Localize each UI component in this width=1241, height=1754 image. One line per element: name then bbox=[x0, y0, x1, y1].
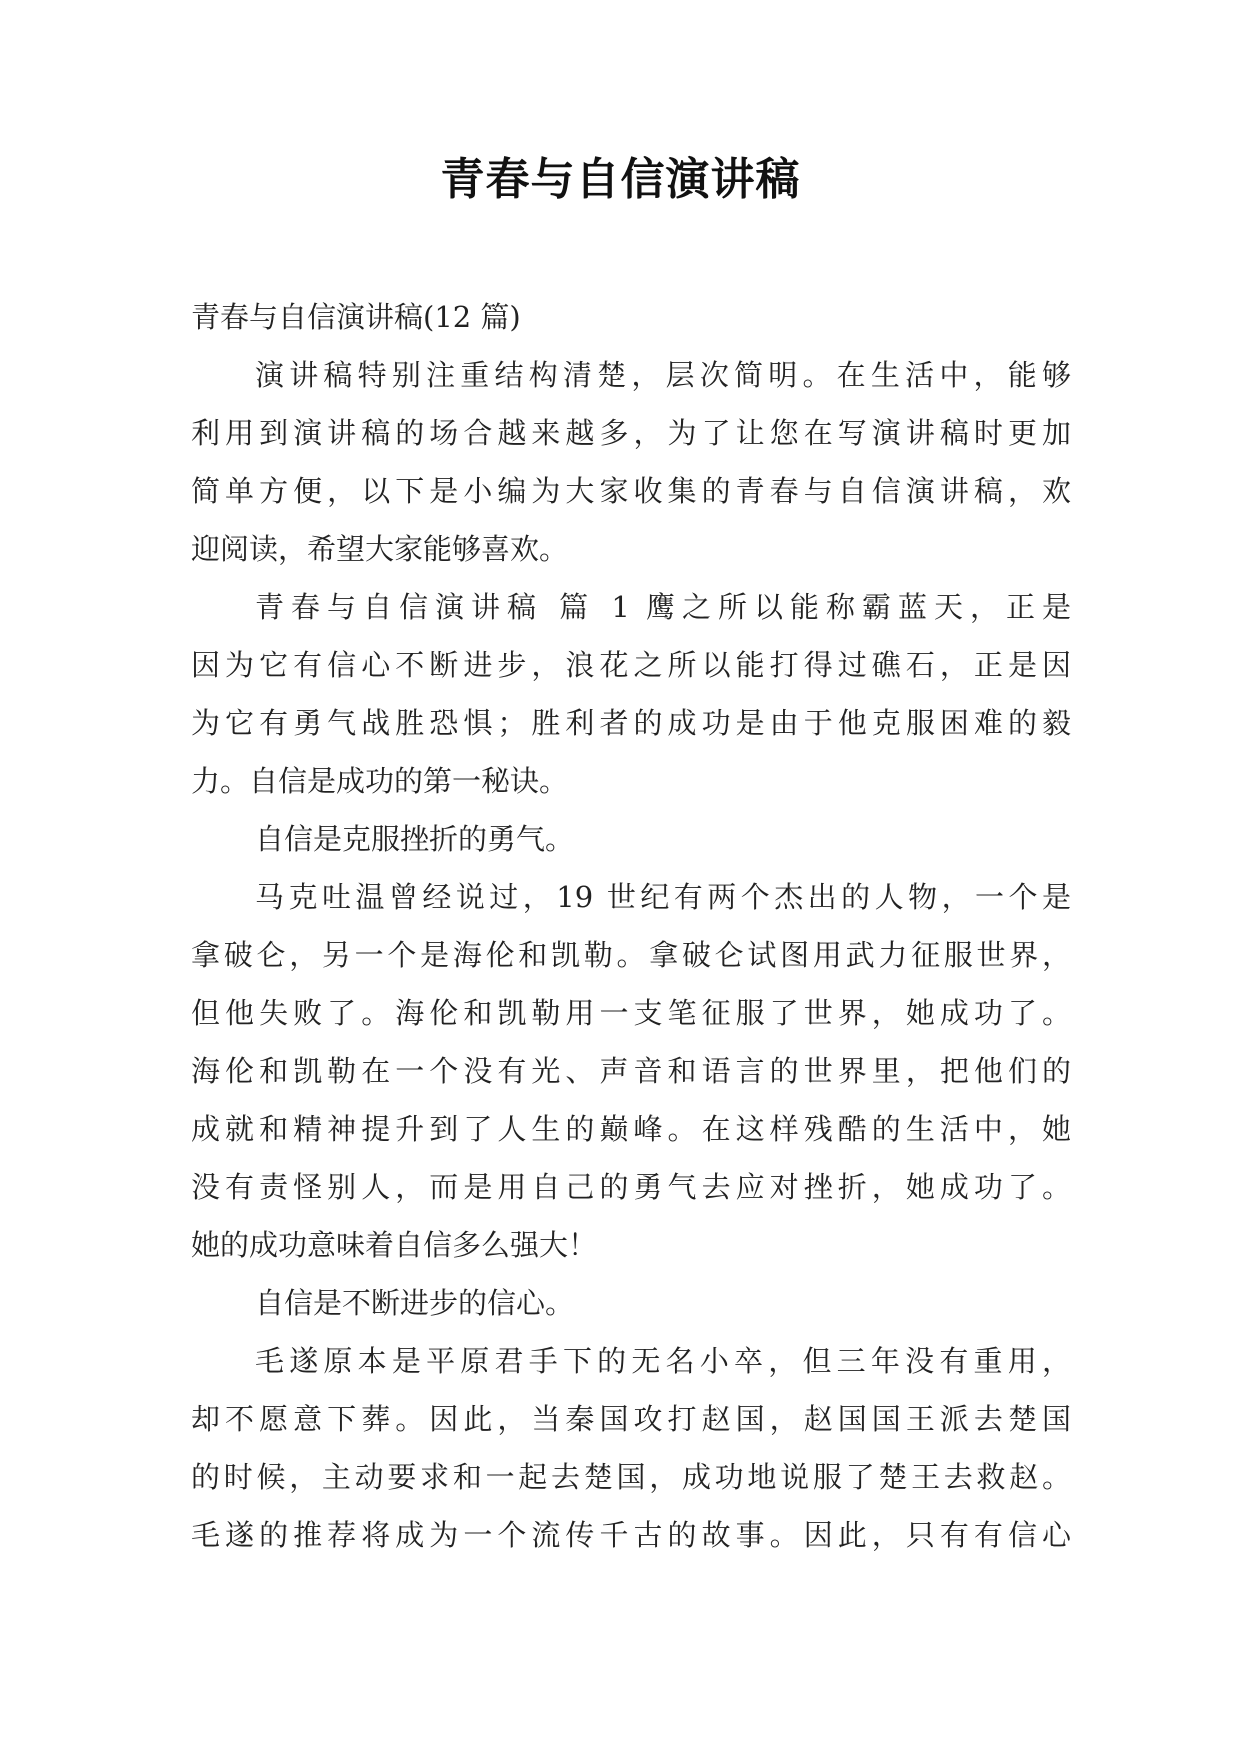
text-line: 力。自信是成功的第一秘诀。 bbox=[191, 764, 569, 798]
text-line: 迎阅读，希望大家能够喜欢。 bbox=[191, 532, 569, 566]
text-line: 演讲稿特别注重结构清楚，层次简明。在生活中，能够 bbox=[255, 358, 1071, 392]
text-line: 自信是不断进步的信心。 bbox=[255, 1286, 575, 1320]
text-line: 没有责怪别人，而是用自己的勇气去应对挫折，她成功了。 bbox=[191, 1170, 1071, 1204]
text-line: 青春与自信演讲稿(12 篇) bbox=[191, 300, 521, 334]
text-line: 马克吐温曾经说过，19 世纪有两个杰出的人物，一个是 bbox=[255, 880, 1071, 914]
document-body bbox=[191, 288, 1071, 1564]
text-line: 毛遂的推荐将成为一个流传千古的故事。因此，只有有信心 bbox=[191, 1518, 1071, 1552]
text-line: 拿破仑，另一个是海伦和凯勒。拿破仑试图用武力征服世界， bbox=[191, 938, 1071, 972]
text-line: 成就和精神提升到了人生的巅峰。在这样残酷的生活中，她 bbox=[191, 1112, 1071, 1146]
text-line: 简单方便，以下是小编为大家收集的青春与自信演讲稿，欢 bbox=[191, 474, 1071, 508]
text-line: 因为它有信心不断进步，浪花之所以能打得过礁石，正是因 bbox=[191, 648, 1071, 682]
text-line: 自信是克服挫折的勇气。 bbox=[255, 822, 575, 856]
text-line: 利用到演讲稿的场合越来越多，为了让您在写演讲稿时更加 bbox=[191, 416, 1071, 450]
text-line: 青春与自信演讲稿 篇 1 鹰之所以能称霸蓝天，正是 bbox=[255, 590, 1071, 624]
text-line: 她的成功意味着自信多么强大！ bbox=[191, 1228, 598, 1262]
document-title: 青春与自信演讲稿 bbox=[440, 154, 801, 205]
text-line: 海伦和凯勒在一个没有光、声音和语言的世界里，把他们的 bbox=[191, 1054, 1071, 1088]
text-line: 为它有勇气战胜恐惧；胜利者的成功是由于他克服困难的毅 bbox=[191, 706, 1071, 740]
text-line: 却不愿意下葬。因此，当秦国攻打赵国，赵国国王派去楚国 bbox=[191, 1402, 1071, 1436]
text-line: 的时候，主动要求和一起去楚国，成功地说服了楚王去救赵。 bbox=[191, 1460, 1071, 1494]
text-line: 但他失败了。海伦和凯勒用一支笔征服了世界，她成功了。 bbox=[191, 996, 1071, 1030]
text-line: 毛遂原本是平原君手下的无名小卒，但三年没有重用， bbox=[255, 1344, 1071, 1378]
